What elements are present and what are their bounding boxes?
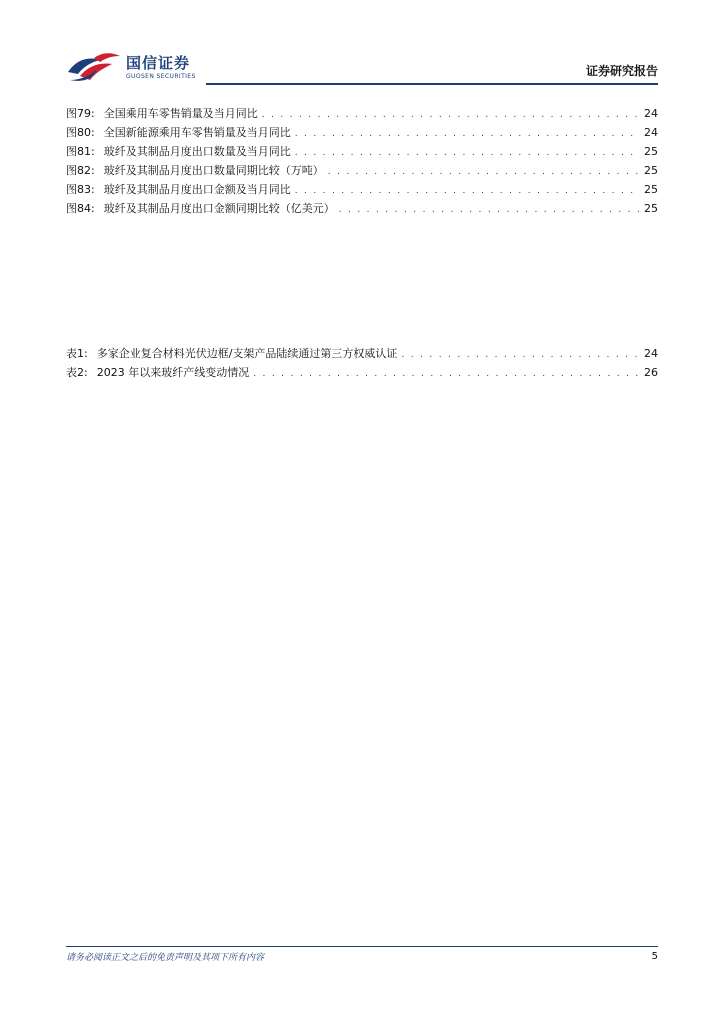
entry-label: 表1: — [66, 347, 88, 360]
entry-title: 玻纤及其制品月度出口金额及当月同比 — [103, 183, 291, 196]
guosen-logo-icon — [66, 50, 122, 84]
footer-divider — [66, 946, 658, 947]
toc-entry-figure[interactable] — [66, 104, 658, 123]
logo-english-name: GUOSEN SECURITIES — [126, 73, 196, 80]
table-list — [66, 344, 658, 382]
dot-leader — [401, 346, 640, 365]
dot-leader — [253, 365, 640, 384]
entry-title: 多家企业复合材料光伏边框/支架产品陆续通过第三方权威认证 — [96, 347, 398, 360]
entry-label: 图81: — [66, 145, 95, 158]
entry-label: 表2: — [66, 366, 88, 379]
toc-entry-figure[interactable] — [66, 142, 658, 161]
toc-entry-figure[interactable] — [66, 123, 658, 142]
logo-chinese-name: 国信证券 — [126, 54, 191, 72]
entry-label: 图79: — [66, 107, 95, 120]
header-divider — [206, 83, 658, 85]
toc-entry-table[interactable] — [66, 344, 658, 363]
dot-leader — [339, 201, 640, 220]
toc-entry-figure[interactable] — [66, 161, 658, 180]
entry-page-number: 25 — [644, 202, 658, 215]
toc-entry-table[interactable] — [66, 363, 658, 382]
toc-entry-figure[interactable] — [66, 199, 658, 218]
dot-leader — [295, 182, 640, 201]
toc-entry-figure[interactable] — [66, 180, 658, 199]
entry-title: 玻纤及其制品月度出口金额同期比较（亿美元） — [103, 202, 335, 215]
entry-page-number: 25 — [644, 183, 658, 196]
report-type-label: 证券研究报告 — [585, 64, 658, 78]
dot-leader — [262, 106, 640, 125]
entry-page-number: 25 — [644, 145, 658, 158]
page-number: 5 — [651, 951, 658, 962]
entry-title: 玻纤及其制品月度出口数量及当月同比 — [103, 145, 291, 158]
page-header — [66, 46, 658, 84]
entry-page-number: 24 — [644, 126, 658, 139]
entry-title: 全国新能源乘用车零售销量及当月同比 — [103, 126, 291, 139]
entry-page-number: 26 — [644, 366, 658, 379]
entry-title: 玻纤及其制品月度出口数量同期比较（万吨） — [103, 164, 324, 177]
dot-leader — [328, 163, 640, 182]
guosen-logo — [66, 50, 206, 84]
dot-leader — [295, 144, 640, 163]
disclaimer-note: 请务必阅读正文之后的免责声明及其项下所有内容 — [66, 953, 265, 963]
entry-label: 图82: — [66, 164, 95, 177]
entry-page-number: 24 — [644, 107, 658, 120]
entry-label: 图84: — [66, 202, 95, 215]
entry-page-number: 25 — [644, 164, 658, 177]
entry-page-number: 24 — [644, 347, 658, 360]
figure-list — [66, 104, 658, 218]
entry-title: 2023 年以来玻纤产线变动情况 — [96, 366, 250, 379]
entry-label: 图83: — [66, 183, 95, 196]
entry-title: 全国乘用车零售销量及当月同比 — [103, 107, 258, 120]
dot-leader — [295, 125, 640, 144]
entry-label: 图80: — [66, 126, 95, 139]
